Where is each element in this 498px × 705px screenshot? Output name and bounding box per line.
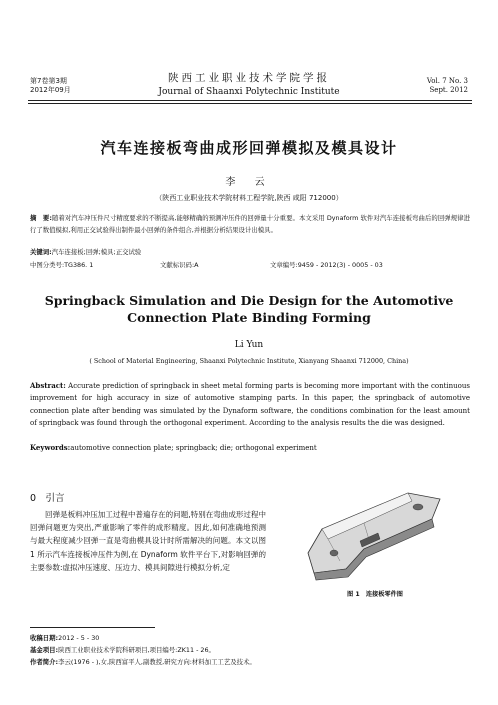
author-bio-label: 作者简介: [30,658,59,666]
author-cn: 李 云 [225,177,273,188]
footnote-author [30,656,470,668]
received-label: 收稿日期: [30,634,59,642]
author-bio-text: 李云(1976 - ),女,陕西富平人,副教授,研究方向:材料加工工艺及技术。 [58,658,256,666]
affiliation-cn: （陕西工业职业技术学院材料工程学院,陕西 咸阳 712000） [155,194,343,202]
footnote-fund [30,644,470,656]
title-en-line2: Connection Plate Binding Forming [127,310,371,325]
date-cn: 2012年09月 [30,86,71,94]
figure-connection-plate [300,483,450,583]
volume-cn: 第7卷第3期 [30,77,67,85]
journal-header [0,70,498,97]
keywords-cn-label: 关键词: [30,248,52,256]
journal-name-en: Journal of Shaanxi Polytechnic Institute [158,87,340,97]
journal-name-cn: 陕西工业职业技术学院学报 [168,72,330,84]
abstract-en-text: Accurate prediction of springback in sheet metal forming parts is becoming more important with the continuous improvement for high accuracy in size of automotive stamping parts. In this paper, the springback of automotive connection plate after bending was simulated by the Dynaform software, the conditions combination for the least amount of springback was found through the orthogonal experiment. According to the analysis results the die was designed. [30,382,470,428]
received-date: 2012 - 5 - 30 [58,634,100,642]
keywords-cn-text: 汽车连接板;回弹;模具;正交试验 [51,248,142,256]
clc-number: 中图分类号:TG386. 1 [30,261,94,269]
header-rule-thin [28,103,472,104]
keywords-cn [30,247,141,256]
figure-caption: 图 1 连接板零件图 [347,591,403,598]
document-code: 文献标识码:A [160,261,199,269]
title-en [0,292,498,326]
header-rule-thick [28,100,472,101]
keywords-en [30,443,317,452]
keywords-en-label: Keywords: [30,443,71,452]
footnote-rule [30,627,155,628]
affiliation-en: ( School of Material Engineering, Shaanxi Polytechnic Institute, Xianyang Shaanxi 712000, China) [89,357,409,365]
fund-text: 陕西工业职业技术学院科研项目,项目编号:ZK11 - 26。 [58,646,215,654]
footnotes [30,632,470,668]
section-body-text: 回弹是板料冲压加工过程中普遍存在的问题,特别在弯曲成形过程中回弹问题更为突出,严重影响了零件的成形精度。因此,如何准确地预测与最大程度减少回弹一直是弯曲模具设计时所需解决的问题。本文以图 1 所示汽车连接板冲压件为例,在 Dynaform 软件平台下,对影响回弹的主要参数:虚拟冲压速度、压边力、模具间隙进行模拟分析,定 [30,510,266,572]
author-en: Li Yun [234,340,264,350]
abstract-cn-text: 随着对汽车冲压件尺寸精度要求的不断提高,能够精确的预测冲压件的回弹量十分重要。本文采用 Dynaform 软件对汽车连接板弯曲后的回弹规律进行了数值模拟,利用正交试验得出制件最小回弹的条件组合,并根据分析结果设计出模具。 [30,214,470,234]
title-cn: 汽车连接板弯曲成形回弹模拟及模具设计 [100,139,398,157]
section-heading: 0 引言 [30,493,65,504]
abstract-en-label: Abstract: [30,381,66,390]
abstract-en [30,380,470,430]
abstract-cn [30,213,470,236]
abstract-cn-label: 摘 要: [30,214,52,222]
header-volume-en [427,77,468,95]
volume-en: Vol. 7 No. 3 [426,77,468,85]
title-en-line1: Springback Simulation and Die Design for the Automotive [44,293,454,308]
date-en: Sept. 2012 [429,86,468,94]
keywords-en-text: automotive connection plate; springback; die; orthogonal experiment [70,444,317,452]
article-id: 文章编号:9459 - 2012(3) - 0005 - 03 [270,261,383,269]
section-body [30,508,266,574]
fund-label: 基金项目: [30,646,59,654]
footnote-received [30,632,470,644]
